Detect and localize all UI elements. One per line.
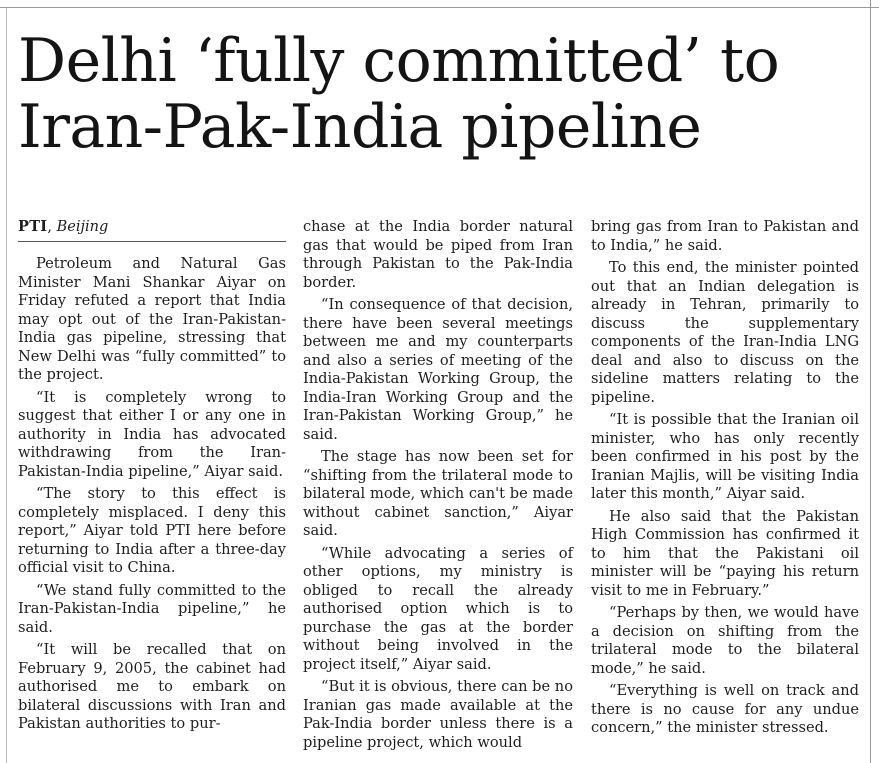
paragraph: “But it is obvious, there can be no Iranian gas made available at the Pak-India border unless there is a pipeline project, which would bbox=[303, 678, 573, 751]
article-column-1 bbox=[18, 218, 286, 738]
paragraph: He also said that the Pakistan High Commission has confirmed it to him that the Pakistani oil minister will be “paying his return visit to me in February.” bbox=[591, 507, 859, 599]
paragraph: “It is completely wrong to suggest that either I or any one in authority in India has advocated withdrawing from the Iran-Pakistan-India pipeline,” Aiyar said. bbox=[18, 388, 286, 480]
paragraph: To this end, the minister pointed out that an Indian delegation is already in Tehran, primarily to discuss the supplementary components of the Iran-India LNG deal and also to discuss on the sideline matters relating to the pipeline. bbox=[591, 259, 859, 406]
paragraph: “While advocating a series of other options, my ministry is obliged to recall the already authorised option which is to purchase the gas at the border without being involved in the project itself,” Aiyar said. bbox=[303, 544, 573, 673]
headline-line-1: Delhi ‘fully committed’ to bbox=[18, 26, 780, 96]
paragraph: “It is possible that the Iranian oil minister, who has only recently been confirmed in his post by the Iranian Majlis, will be visiting India later this month,” Aiyar said. bbox=[591, 411, 859, 502]
paragraph: “Perhaps by then, we would have a decision on shifting from the trilateral mode to the bilateral mode,” he said. bbox=[591, 604, 859, 677]
page-right-edge bbox=[870, 0, 879, 763]
page-left-edge bbox=[0, 8, 7, 763]
headline bbox=[18, 28, 858, 160]
byline-place: Beijing bbox=[56, 219, 109, 235]
article-column-2 bbox=[303, 218, 573, 756]
byline-agency: PTI bbox=[18, 218, 48, 235]
paragraph: The stage has now been set for “shifting from the trilateral mode to bilateral mode, which can't be made without cabinet sanction,” Aiyar said. bbox=[303, 448, 573, 539]
page-top-edge bbox=[0, 0, 879, 8]
article-column-3 bbox=[591, 218, 859, 742]
paragraph: “We stand fully committed to the Iran-Pakistan-India pipeline,” he said. bbox=[18, 581, 286, 636]
paragraph: “It will be recalled that on February 9, 2005, the cabinet had authorised me to embark on bilateral discussions with Iran and Pakistan authorities to pur- bbox=[18, 641, 286, 732]
paragraph: Petroleum and Natural Gas Minister Mani Shankar Aiyar on Friday refuted a report that India may opt out of the Iran-Pakistan-India gas pipeline, stressing that New Delhi was “fully committed” to the project. bbox=[18, 255, 286, 383]
headline-line-2: Iran-Pak-India pipeline bbox=[18, 92, 702, 162]
paragraph: bring gas from Iran to Pakistan and to India,” he said. bbox=[591, 218, 859, 254]
paragraph: “The story to this effect is completely misplaced. I deny this report,” Aiyar told PTI here before returning to India after a three-day official visit to China. bbox=[18, 485, 286, 576]
paragraph: “Everything is well on track and there is no cause for any undue concern,” the minister stressed. bbox=[591, 682, 859, 736]
paragraph: “In consequence of that decision, there have been several meetings between me and my counterparts and also a series of meeting of the India-Pakistan Working Group, the India-Iran Working Group and the Iran-Pakistan Working Group,” he said. bbox=[303, 296, 573, 443]
paragraph: chase at the India border natural gas that would be piped from Iran through Pakistan to the Pak-India border. bbox=[303, 218, 573, 291]
byline: PTI, Beijing bbox=[18, 218, 286, 242]
